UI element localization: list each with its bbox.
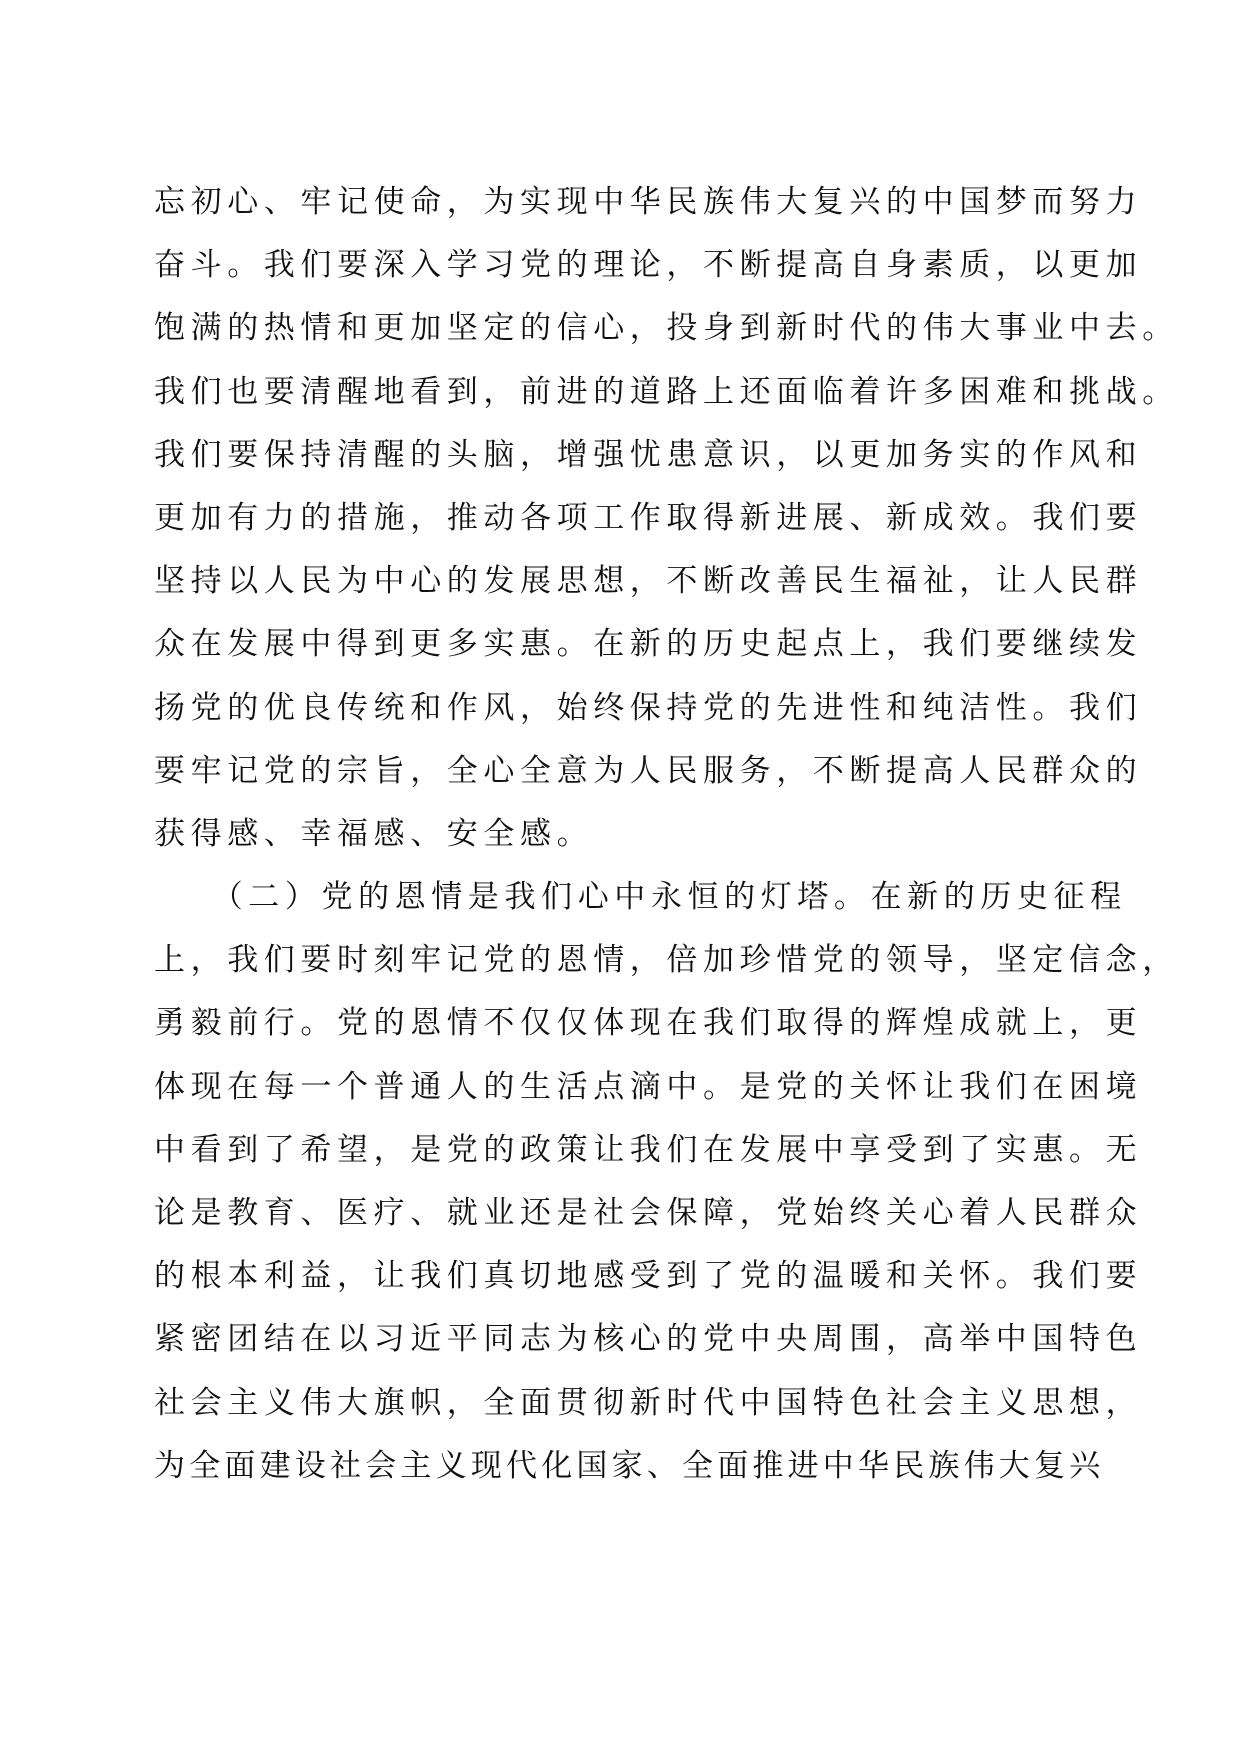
- text-line: 更加有力的措施，推动各项工作取得新进展、新成效。我们要: [154, 499, 1143, 536]
- text-line: 中看到了希望，是党的政策让我们在发展中享受到了实惠。无: [154, 1131, 1143, 1168]
- text-line: 体现在每一个普通人的生活点滴中。是党的关怀让我们在困境: [154, 1068, 1143, 1105]
- body-text: [154, 182, 1179, 1509]
- text-line: 我们也要清醒地看到，前进的道路上还面临着许多困难和挑战。: [154, 373, 1179, 410]
- text-line: 要牢记党的宗旨，全心全意为人民服务，不断提高人民群众的: [154, 752, 1143, 789]
- text-line: 扬党的优良传统和作风，始终保持党的先进性和纯洁性。我们: [154, 689, 1143, 726]
- text-line: 奋斗。我们要深入学习党的理论，不断提高自身素质，以更加: [154, 247, 1143, 284]
- text-line: 论是教育、医疗、就业还是社会保障，党始终关心着人民群众: [154, 1195, 1143, 1231]
- text-line: 紧密团结在以习近平同志为核心的党中央周围，高举中国特色: [154, 1321, 1143, 1358]
- text-line: 众在发展中得到更多实惠。在新的历史起点上，我们要继续发: [154, 626, 1143, 663]
- text-line: 我们要保持清醒的头脑，增强忧患意识，以更加务实的作风和: [154, 436, 1143, 473]
- text-line: 获得感、幸福感、安全感。: [154, 815, 594, 852]
- text-line: 忘初心、牢记使命，为实现中华民族伟大复兴的中国梦而努力: [154, 184, 1143, 220]
- text-line: 饱满的热情和更加坚定的信心，投身到新时代的伟大事业中去。: [154, 310, 1179, 347]
- text-line: 的根本利益，让我们真切地感受到了党的温暖和关怀。我们要: [154, 1258, 1143, 1295]
- text-line: 坚持以人民为中心的发展思想，不断改善民生福祉，让人民群: [154, 563, 1143, 600]
- section-heading-line: （二）党的恩情是我们心中永恒的灯塔。在新的历史征程: [154, 879, 1127, 916]
- text-line: 上，我们要时刻牢记党的恩情，倍加珍惜党的领导，坚定信念，: [154, 942, 1179, 979]
- text-line: 勇毅前行。党的恩情不仅仅体现在我们取得的辉煌成就上，更: [154, 1005, 1143, 1042]
- text-line: 为全面建设社会主义现代化国家、全面推进中华民族伟大复兴: [154, 1447, 1105, 1484]
- text-line: 社会主义伟大旗帜，全面贯彻新时代中国特色社会主义思想，: [154, 1384, 1143, 1421]
